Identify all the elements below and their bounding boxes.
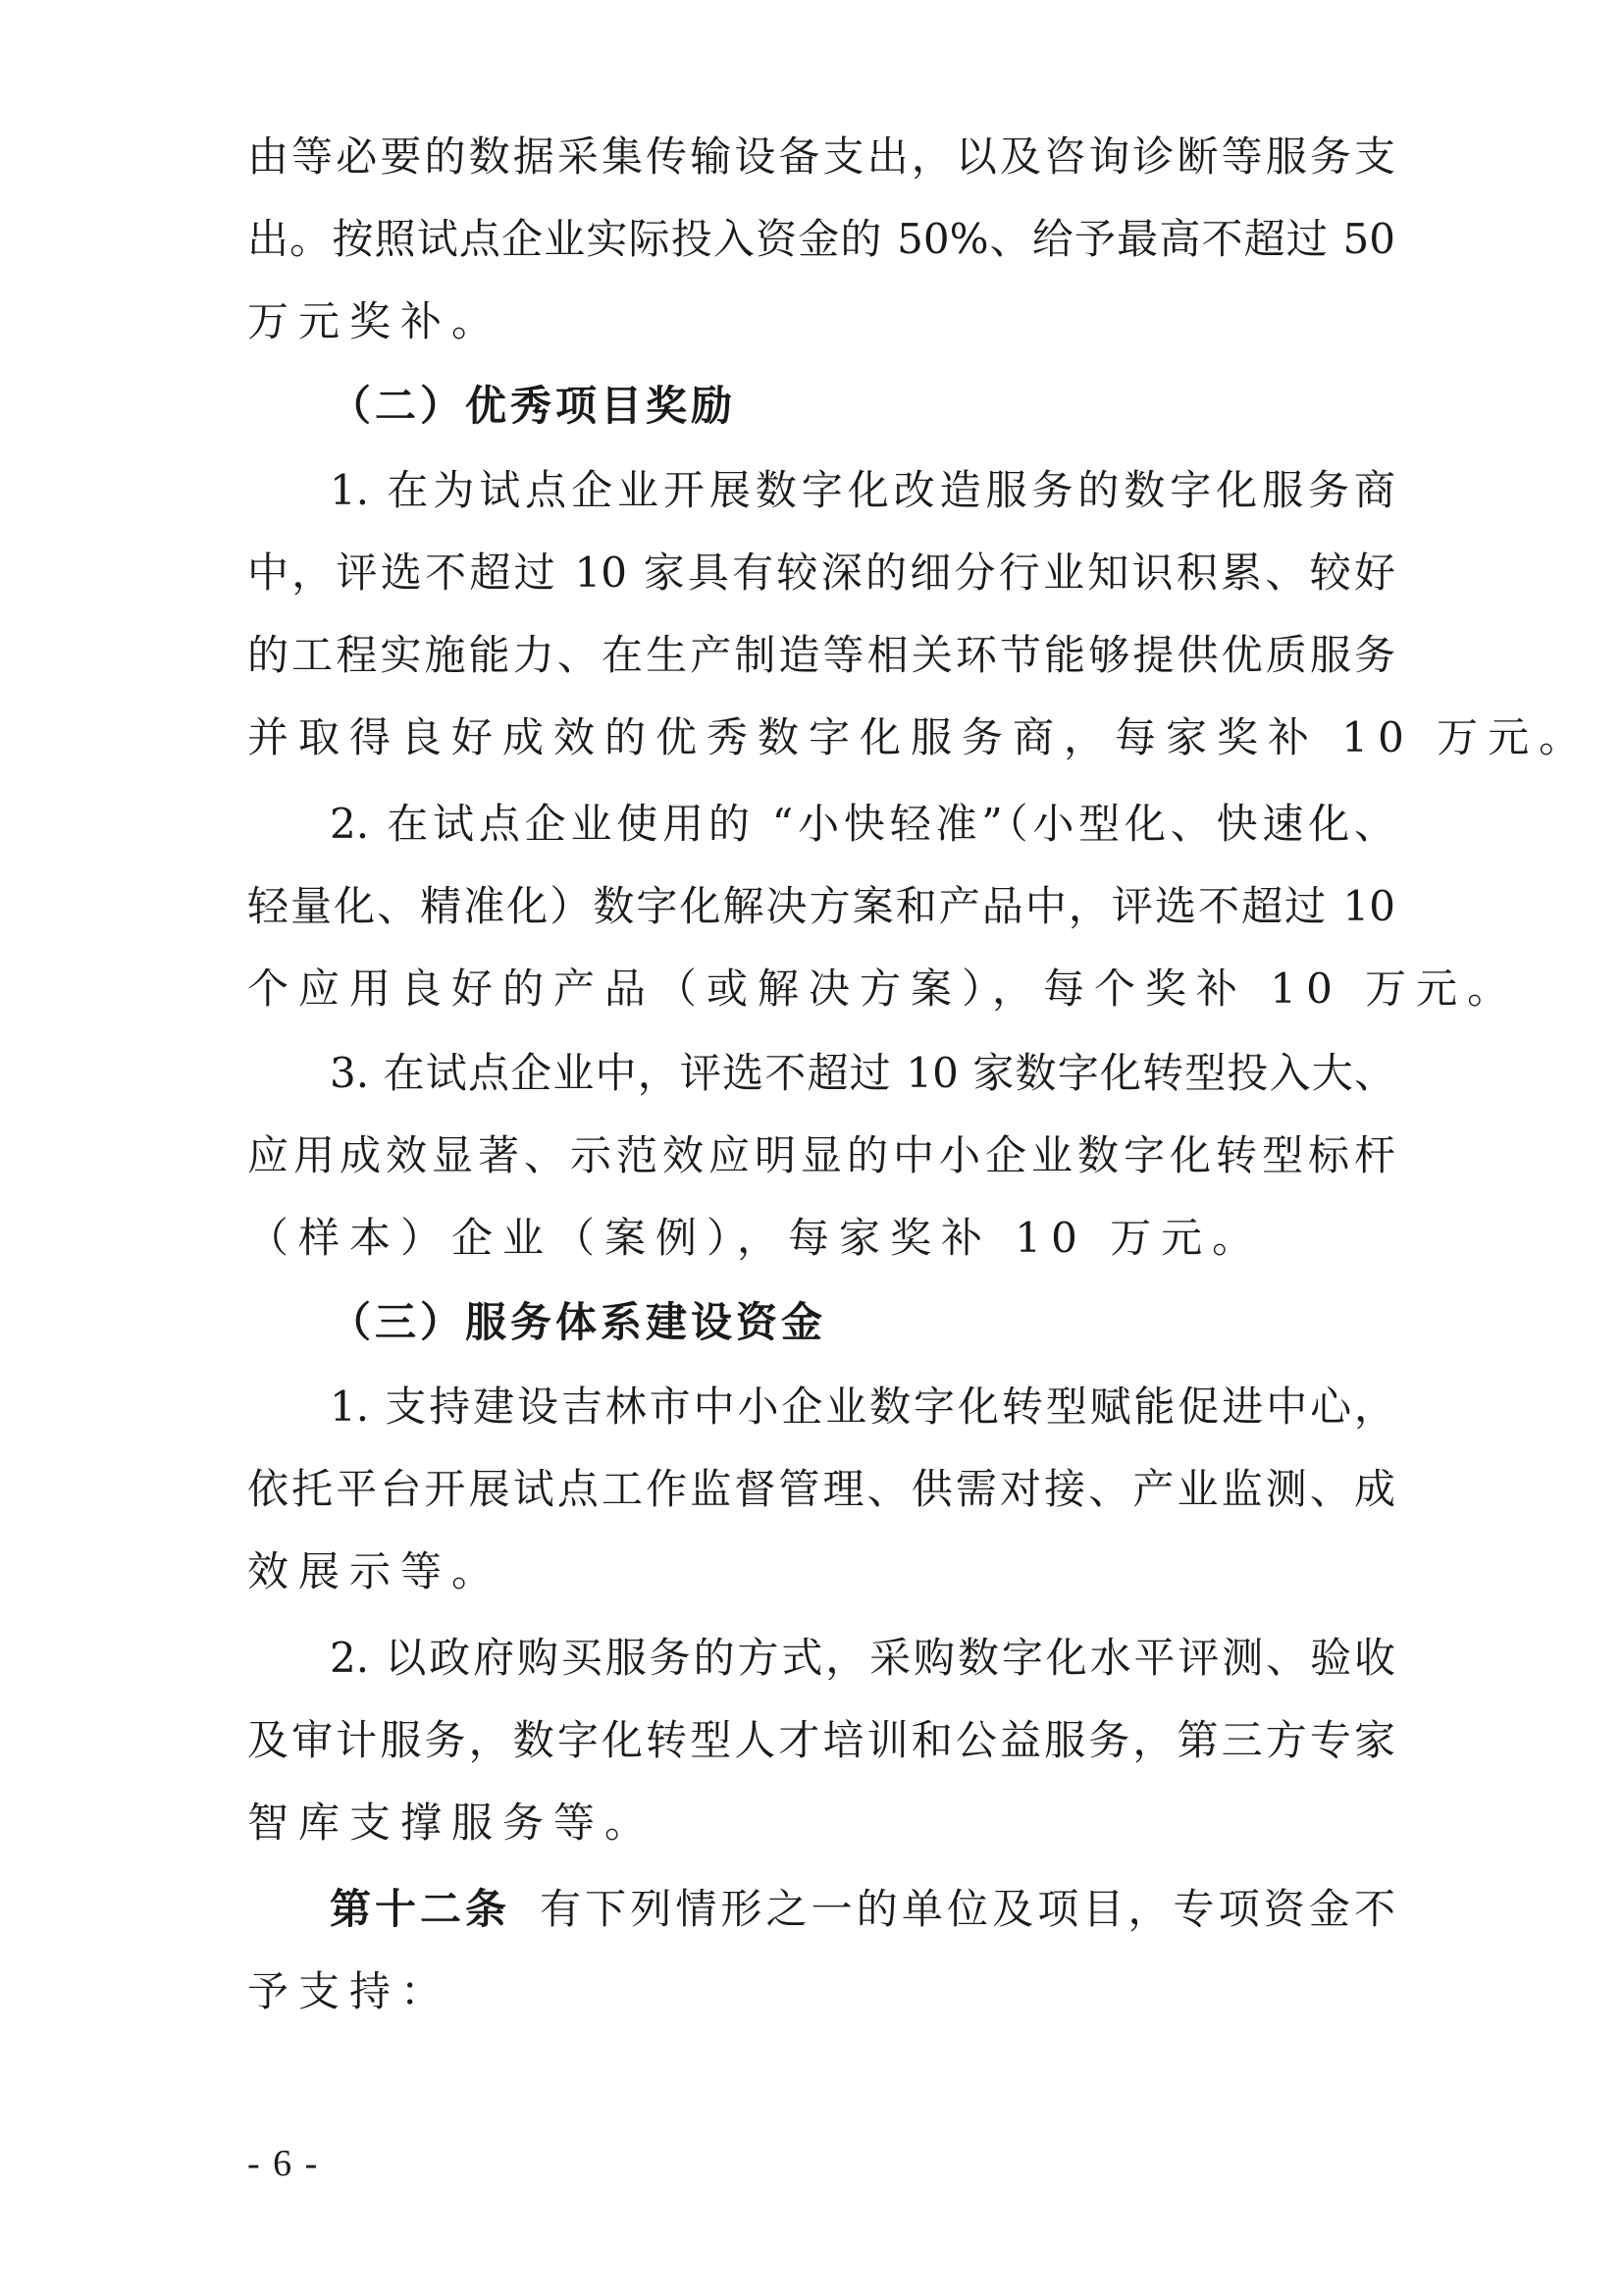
body-text-line: 有下列情形之一的单位及项目，专项资金不 <box>540 1885 1395 1933</box>
body-text-line: 出。按照试点企业实际投入资金的 50%、给予最高不超过 50 <box>247 215 1395 263</box>
body-text-line: 1. 在为试点企业开展数字化改造服务的数字化服务商 <box>330 466 1395 514</box>
body-text-line: 3. 在试点企业中，评选不超过 10 家数字化转型投入大、 <box>330 1049 1395 1097</box>
body-text-line: 由等必要的数据采集传输设备支出，以及咨询诊断等服务支 <box>247 132 1395 181</box>
body-text-line: 的工程实施能力、在生产制造等相关环节能够提供优质服务 <box>247 631 1395 679</box>
body-text-line: 轻量化、精准化）数字化解决方案和产品中，评选不超过 10 <box>247 882 1395 930</box>
body-text-line: 予支持： <box>247 1967 452 2015</box>
article-twelve-title: 第十二条 <box>330 1885 511 1933</box>
body-text-line: 应用成效显著、示范效应明显的中小企业数字化转型标杆 <box>247 1131 1395 1179</box>
body-text-line: 万元奖补。 <box>247 297 503 345</box>
section-heading-excellent-projects: （二）优秀项目奖励 <box>330 382 737 430</box>
body-text-line: 效展示等。 <box>247 1547 503 1595</box>
body-text-line: 2. 以政府购买服务的方式，采购数字化水平评测、验收 <box>330 1634 1395 1682</box>
body-text-line: 智库支撑服务等。 <box>247 1799 656 1847</box>
body-text-line: 2. 在试点企业使用的 “小快轻准”（小型化、快速化、 <box>330 800 1395 848</box>
body-text-line: 个应用良好的产品（或解决方案），每个奖补 10 万元。 <box>247 965 1519 1013</box>
body-text-line: （样本）企业（案例），每家奖补 10 万元。 <box>247 1214 1264 1262</box>
section-heading-service-system: （三）服务体系建设资金 <box>330 1298 827 1346</box>
page-number: - 6 - <box>247 2143 320 2184</box>
body-text-line: 依托平台开展试点工作监督管理、供需对接、产业监测、成 <box>247 1465 1395 1513</box>
body-text-line: 中，评选不超过 10 家具有较深的细分行业知识积累、较好 <box>247 548 1395 597</box>
body-text-line: 并取得良好成效的优秀数字化服务商，每家奖补 10 万元。 <box>247 713 1591 761</box>
body-text-line: 及审计服务，数字化转型人才培训和公益服务，第三方专家 <box>247 1716 1395 1764</box>
article-twelve-line <box>330 1865 1395 1954</box>
body-text-line: 1. 支持建设吉林市中小企业数字化转型赋能促进中心， <box>330 1383 1395 1431</box>
